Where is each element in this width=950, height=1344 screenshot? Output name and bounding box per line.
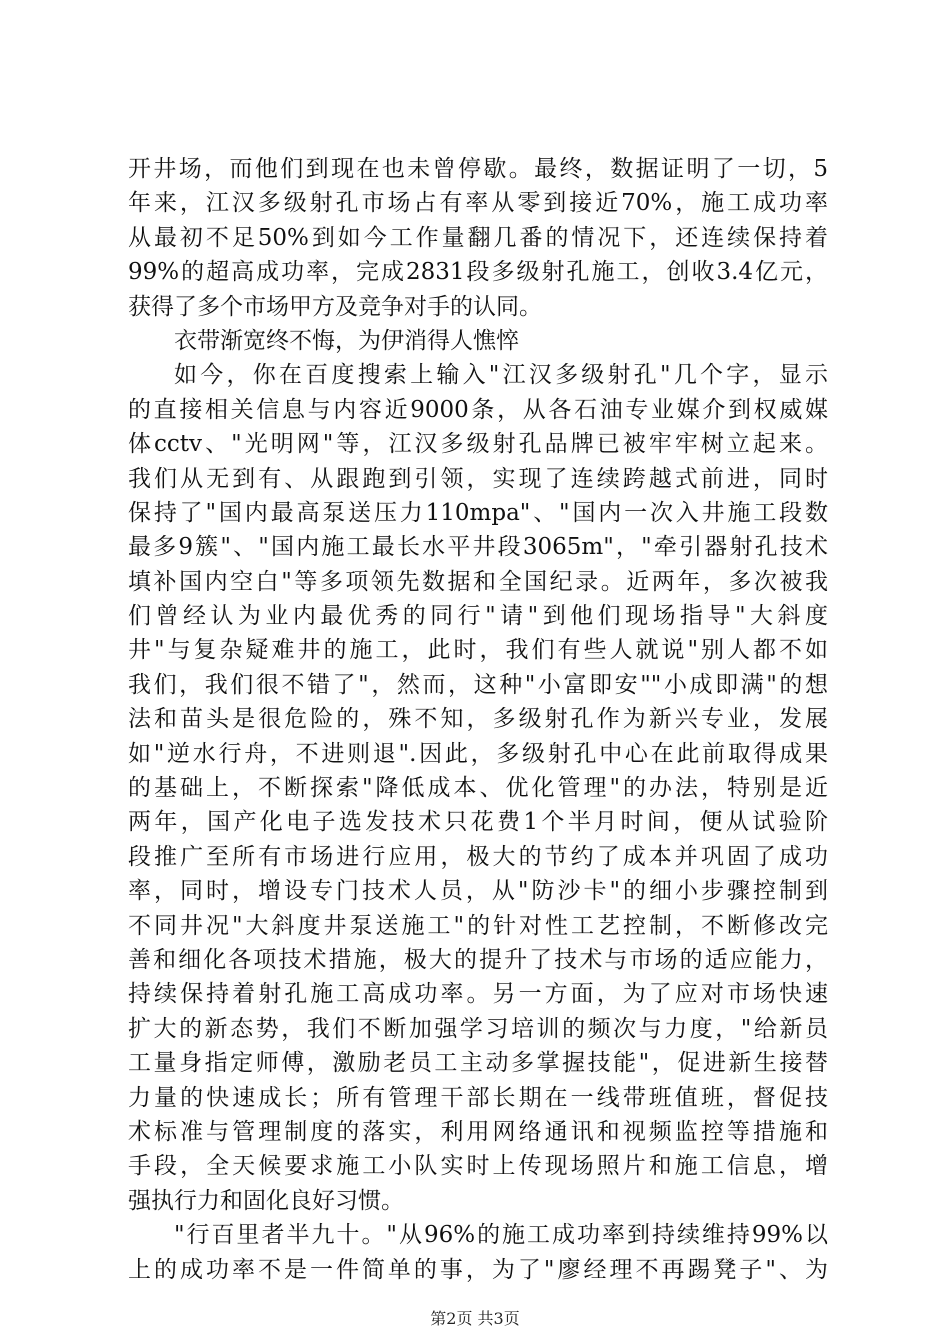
text-line: 率，同时，增设专门技术人员，从"防沙卡"的细小步骤控制到	[128, 878, 828, 905]
text-line: 们曾经认为业内最优秀的同行"请"到他们现场指导"大斜度	[128, 603, 828, 630]
text-line: 获得了多个市场甲方及竞争对手的认同。	[128, 293, 542, 320]
text-line: 我们，我们很不错了"，然而，这种"小富即安""小成即满"的想	[128, 671, 828, 698]
text-line: 法和苗头是很危险的，殊不知，多级射孔作为新兴专业，发展	[128, 706, 828, 733]
text-line: 工量身指定师傅，激励老员工主动多掌握技能"，促进新生接替	[128, 1050, 828, 1077]
text-line: 开井场，而他们到现在也未曾停歇。最终，数据证明了一切，5	[128, 156, 828, 182]
text-line: 衣带渐宽终不悔，为伊消得人憔悴	[174, 327, 519, 354]
text-line: 力量的快速成长；所有管理干部长期在一线带班值班，督促技	[128, 1084, 828, 1111]
text-line: 段推广至所有市场进行应用，极大的节约了成本并巩固了成功	[128, 843, 828, 870]
text-line: 从最初不足50%到如今工作量翻几番的情况下，还连续保持着	[128, 224, 828, 251]
text-line: 我们从无到有、从跟跑到引领，实现了连续跨越式前进，同时	[128, 465, 828, 492]
text-line: 强执行力和固化良好习惯。	[128, 1187, 404, 1214]
text-line: 最多9簇"、"国内施工最长水平井段3065m"，"牵引器射孔技术	[128, 534, 828, 561]
text-line: 的基础上，不断探索"降低成本、优化管理"的办法，特别是近	[128, 775, 828, 802]
text-line: 填补国内空白"等多项领先数据和全国纪录。近两年，多次被我	[128, 568, 828, 595]
text-line: 保持了"国内最高泵送压力110mpa"、"国内一次入井施工段数	[128, 499, 828, 526]
text-line: 年来，江汉多级射孔市场占有率从零到接近70%，施工成功率	[128, 190, 828, 217]
text-line: 两年，国产化电子选发技术只花费1个半月时间，便从试验阶	[128, 809, 828, 836]
text-line: "行百里者半九十。"从96%的施工成功率到持续维持99%以	[174, 1222, 828, 1249]
text-line: 持续保持着射孔施工高成功率。另一方面，为了应对市场快速	[128, 981, 828, 1008]
text-line: 上的成功率不是一件简单的事，为了"廖经理不再踢凳子"、为	[128, 1256, 828, 1283]
text-line: 善和细化各项技术措施，极大的提升了技术与市场的适应能力，	[128, 946, 828, 973]
text-line: 术标准与管理制度的落实，利用网络通讯和视频监控等措施和	[128, 1118, 828, 1145]
text-line: 99%的超高成功率，完成2831段多级射孔施工，创收3.4亿元，	[128, 259, 828, 286]
text-line: 体cctv、"光明网"等，江汉多级射孔品牌已被牢牢树立起来。	[128, 431, 828, 458]
text-line: 如今，你在百度搜索上输入"江汉多级射孔"几个字，显示	[174, 362, 828, 389]
text-line: 扩大的新态势，我们不断加强学习培训的频次与力度，"给新员	[128, 1015, 828, 1042]
page-footer: 第2页 共3页	[430, 1309, 520, 1328]
text-line: 手段，全天候要求施工小队实时上传现场照片和施工信息，增	[128, 1153, 828, 1180]
document-body	[128, 152, 828, 1287]
text-line: 不同井况"大斜度井泵送施工"的针对性工艺控制，不断修改完	[128, 912, 828, 939]
text-line: 如"逆水行舟，不进则退".因此，多级射孔中心在此前取得成果	[128, 740, 828, 767]
text-line: 的直接相关信息与内容近9000条，从各石油专业媒介到权威媒	[128, 396, 828, 423]
text-line: 井"与复杂疑难井的施工，此时，我们有些人就说"别人都不如	[128, 637, 828, 664]
